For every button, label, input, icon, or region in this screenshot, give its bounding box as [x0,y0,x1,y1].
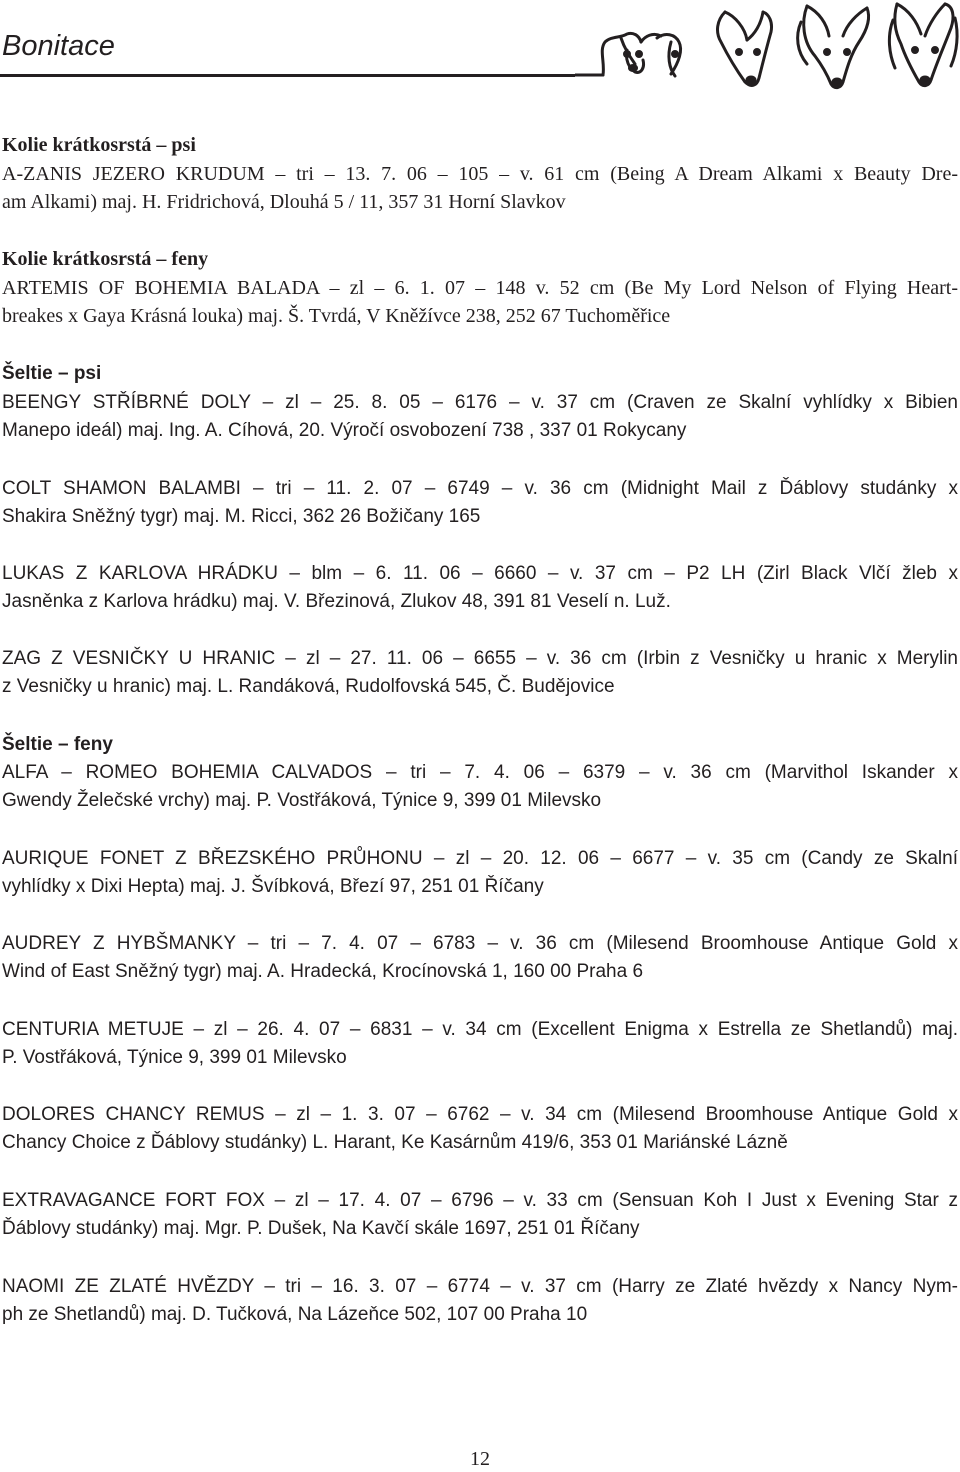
entry-line: ARTEMIS OF BOHEMIA BALADA – zl – 6. 1. 07 – 148 v. 52 cm (Be My Lord Nelson of Flying Heart- [2,277,958,299]
section-heading: Šeltie – psi [2,363,102,384]
entry-line: AURIQUE FONET Z BŘEZSKÉHO PRŮHONU – zl – 20. 12. 06 – 6677 – v. 35 cm (Candy ze Skalní [2,848,958,869]
header-rule [0,74,575,77]
dog-heads-icon [575,2,960,98]
entry-line: A-ZANIS JEZERO KRUDUM – tri – 13. 7. 06 – 105 – v. 61 cm (Being A Dream Alkami x Beauty Dre- [2,163,958,185]
entry-line: ph ze Shetlandů) maj. D. Tučková, Na Lázeňce 502, 107 00 Praha 10 [2,1304,588,1325]
entry-line: NAOMI ZE ZLATÉ HVĚZDY – tri – 16. 3. 07 – 6774 – v. 37 cm (Harry ze Zlaté hvězdy x Nancy Nym- [2,1276,958,1297]
page-title: Bonitace [2,30,115,62]
entry-line: COLT SHAMON BALAMBI – tri – 11. 2. 07 – 6749 – v. 36 cm (Midnight Mail z Ďáblovy studánky x [2,478,958,499]
entry-line: breakes x Gaya Krásná louka) maj. Š. Tvrdá, V Kněžívce 238, 252 67 Tuchoměřice [2,305,671,327]
entry-line: Gwendy Želečské vrchy) maj. P. Vostřáková, Týnice 9, 399 01 Milevsko [2,790,602,811]
entry-line: Manepo ideál) maj. Ing. A. Cíhová, 20. Výročí osvobození 738 , 337 01 Rokycany [2,420,687,441]
entry-line: EXTRAVAGANCE FORT FOX – zl – 17. 4. 07 – 6796 – v. 33 cm (Sensuan Koh I Just x Evening Star z [2,1190,958,1211]
entry-line: Jasněnka z Karlova hrádku) maj. V. Březinová, Zlukov 48, 391 81 Veselí n. Luž. [2,591,671,612]
section-heading: Šeltie – feny [2,734,113,755]
page-header [0,0,960,100]
entry-line: Chancy Choice z Ďáblovy studánky) L. Harant, Ke Kasárnům 419/6, 353 01 Mariánské Lázně [2,1132,788,1153]
entry-line: Ďáblovy studánky) maj. Mgr. P. Dušek, Na Kavčí skále 1697, 251 01 Říčany [2,1218,640,1239]
entry-line: Wind of East Sněžný tygr) maj. A. Hradecká, Krocínovská 1, 160 00 Praha 6 [2,961,644,982]
section-heading: Kolie krátkosrstá – psi [2,134,196,156]
entry-line: ALFA – ROMEO BOHEMIA CALVADOS – tri – 7. 4. 06 – 6379 – v. 36 cm (Marvithol Iskander x [2,762,958,783]
entry-line: DOLORES CHANCY REMUS – zl – 1. 3. 07 – 6762 – v. 34 cm (Milesend Broomhouse Antique Gold x [2,1104,958,1125]
entry-line: ZAG Z VESNIČKY U HRANIC – zl – 27. 11. 06 – 6655 – v. 36 cm (Irbin z Vesničky u hranic x Merylin [2,648,958,669]
page-number: 12 [470,1448,490,1470]
entry-line: am Alkami) maj. H. Fridrichová, Dlouhá 5 / 11, 357 31 Horní Slavkov [2,191,566,213]
entry-line: AUDREY Z HYBŠMANKY – tri – 7. 4. 07 – 6783 – v. 36 cm (Milesend Broomhouse Antique Gold x [2,933,958,954]
entry-line: vyhlídky x Dixi Hepta) maj. J. Švíbková, Březí 97, 251 01 Říčany [2,876,544,897]
entry-line: LUKAS Z KARLOVA HRÁDKU – blm – 6. 11. 06 – 6660 – v. 37 cm – P2 LH (Zirl Black Vlčí žleb x [2,563,958,584]
entry-line: z Vesničky u hranic) maj. L. Randáková, Rudolfovská 545, Č. Budějovice [2,676,615,697]
entry-line: BEENGY STŘÍBRNÉ DOLY – zl – 25. 8. 05 – 6176 – v. 37 cm (Craven ze Skalní vyhlídky x Bibien [2,392,958,413]
entry-line: P. Vostřáková, Týnice 9, 399 01 Milevsko [2,1047,347,1068]
entry-line: CENTURIA METUJE – zl – 26. 4. 07 – 6831 – v. 34 cm (Excellent Enigma x Estrella ze Shetlandů) maj. [2,1019,958,1040]
section-heading: Kolie krátkosrstá – feny [2,248,209,270]
entry-line: Shakira Sněžný tygr) maj. M. Ricci, 362 26 Božičany 165 [2,506,481,527]
